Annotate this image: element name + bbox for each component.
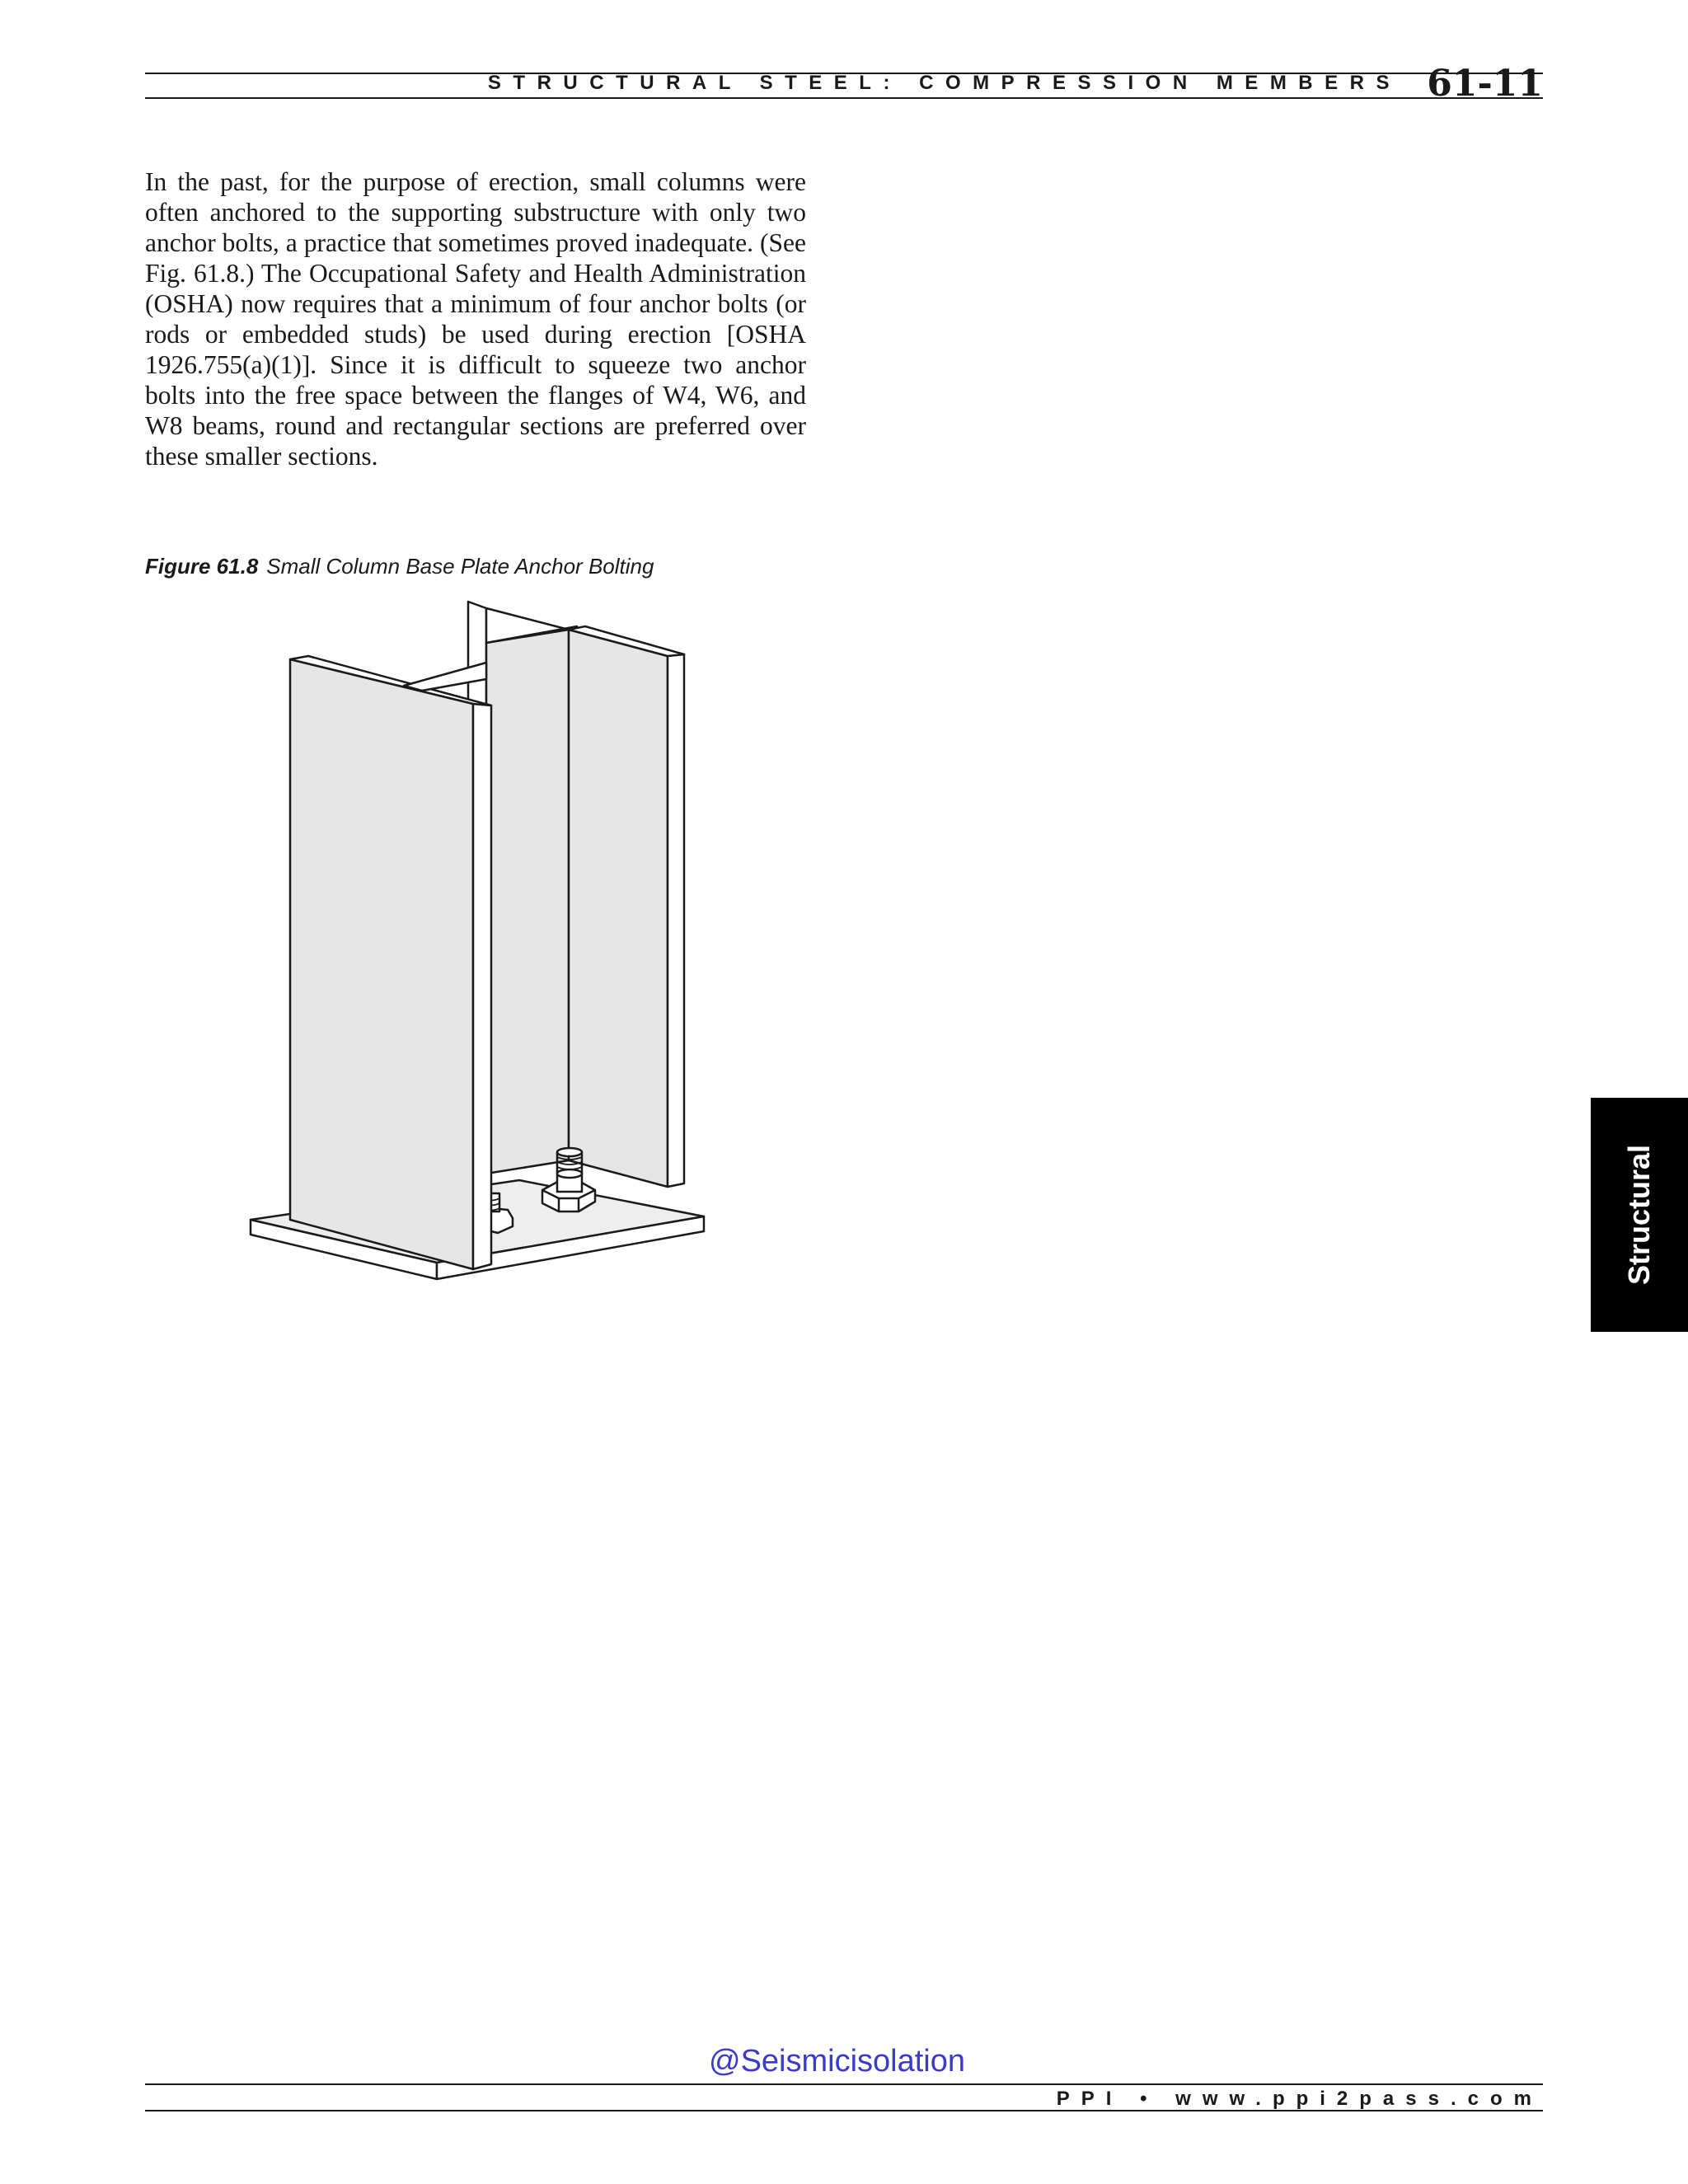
web-face	[486, 630, 569, 1174]
right-flange-edge	[668, 654, 684, 1187]
body-paragraph: In the past, for the purpose of erection, small columns were often anchored to the supporting substructure with only two anchor bolts, a practice that sometimes proved inadequate. (See Fig. 61.8.) The Occupational Safety and Health Administration (OSHA) now requires that a minimum of four anchor bolts (or rods or embedded studs) be used during erection [OSHA 1926.755(a)(1)]. Since it is difficult to squeeze two anchor bolts into the free space between the flanges of W4, W6, and W8 beams, round and rectangular sections are preferred over these smaller sections.	[145, 167, 806, 471]
front-flange-face	[290, 659, 473, 1269]
footer-bottom-rule	[145, 2110, 1543, 2111]
figure-caption	[145, 552, 654, 580]
front-flange-edge	[473, 704, 491, 1269]
column-base-plate-illustration	[239, 593, 717, 1302]
section-tab-label: Structural	[1622, 1144, 1656, 1286]
page-number: 61-11	[1427, 63, 1543, 105]
footer-top-rule	[145, 2083, 1543, 2085]
watermark: @Seismicisolation	[709, 2044, 966, 2079]
header-bottom-rule	[145, 97, 1543, 99]
right-flange-face	[569, 630, 668, 1187]
figure-caption-text: Small Column Base Plate Anchor Bolting	[266, 554, 654, 579]
figure-label: Figure 61.8	[145, 554, 259, 579]
running-title: STRUCTURAL STEEL: COMPRESSION MEMBERS	[487, 72, 1401, 94]
footer-publisher-url: PPI • www.ppi2pass.com	[1056, 2088, 1543, 2110]
